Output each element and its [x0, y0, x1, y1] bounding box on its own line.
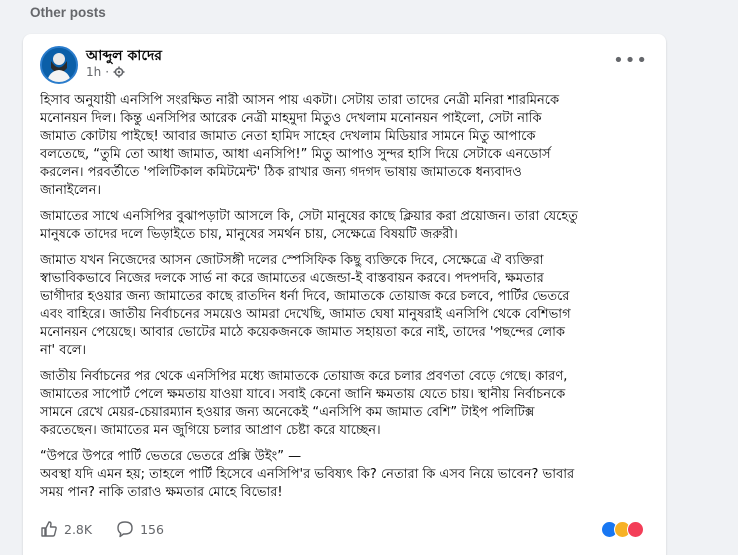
- post-line: জানাইলেন।: [40, 183, 102, 198]
- post-time[interactable]: 1h: [86, 65, 102, 79]
- like-count: 2.8K: [64, 521, 93, 537]
- post-paragraph: [40, 368, 654, 440]
- post-line: সামনে রেখে মেয়র-চেয়ারম্যান হওয়ার জন্য অনেকেই “এনসিপি কম জামাত বেশি” টাইপ পলিটিক্স: [40, 405, 535, 420]
- post-line: মনোনয়ন দিল। কিন্তু এনসিপির আরেক নেত্রী মাহমুদা মিতুও দেখলাম মনোনয়ন পাইলো, সেটা নাকি: [40, 111, 542, 126]
- post-body: [40, 92, 654, 502]
- more-options-icon[interactable]: •••: [613, 50, 648, 71]
- post-line: করতেছেন। জামাতের মন জুগিয়ে চলার আপ্রাণ চেষ্টা করে যাচ্ছেন।: [40, 423, 381, 438]
- comment-stat[interactable]: [116, 520, 164, 538]
- post-line: জামাতের সাপোর্ট পেলে ক্ষমতায় যাওয়া যাবে। সবাই কেনো জানি ক্ষমতায় যেতে চায়। স্থানীয় নির্বাচনকে: [40, 387, 566, 402]
- post-line: স্বাভাবিকভাবে নিজের দলকে সার্ভ না করে জামাতের এজেন্ডা-ই বাস্তবায়ন করবে। পদপদবি, ক্ষমতার: [40, 271, 544, 286]
- post-meta: 1h ·: [86, 65, 125, 79]
- post-line: “উপরে উপরে পার্টি ভেতরে ভেতরে প্রক্সি উইং” —: [40, 449, 302, 464]
- post-paragraph: [40, 252, 654, 360]
- gear-icon[interactable]: [113, 66, 125, 78]
- section-header: Other posts: [30, 5, 106, 20]
- post-paragraph: [40, 208, 654, 244]
- post-line: মানুষকে তাদের দলে ভিড়াইতে চায়, মানুষের সমর্থন চায়, সেক্ষেত্রে বিষয়টি জরুরী।: [40, 227, 458, 242]
- post-line: অবস্থা যদি এমন হয়; তাহলে পার্টি হিসেবে এনসিপি'র ভবিষ্যৎ কি? নেতারা কি এসব নিয়ে ভাবেন? ভাবার: [40, 467, 575, 482]
- post-line: জামাত কোটায় পাইছে! আবার জামাত নেতা হামিদ সাহেব দেখলাম মিডিয়ার সামনে মিতু আপাকে: [40, 129, 536, 144]
- like-stat[interactable]: [40, 520, 92, 538]
- comment-icon: [116, 520, 134, 538]
- like-icon: [40, 520, 58, 538]
- post-footer: [40, 514, 654, 544]
- post-line: এবং বাহিরে। জাতীয় নির্বাচনের সময়েও আমরা দেখেছি, জামাত ঘেষা মানুষরাই এনসিপি থেকে বেশিভাগ: [40, 307, 571, 322]
- post-paragraph: [40, 448, 654, 502]
- post-line: মনোনয়ন পেয়েছে। আবার ভোটের মাঠে কয়েকজনকে জামাত সহায়তা করে নাই, তাদের 'পছন্দের লোক: [40, 325, 565, 340]
- post-line: সময় পান? নাকি তারাও ক্ষমতার মোহে বিভোর!: [40, 485, 283, 500]
- post-line: জাতীয় নির্বাচনের পর থেকে এনসিপির মধ্যে জামাতকে তোয়াজ করে চলার প্রবণতা বেড়ে গেছে। কারণ,: [40, 369, 568, 384]
- comment-count: 156: [140, 521, 164, 537]
- post-line: হিসাব অনুযায়ী এনসিপি সংরক্ষিত নারী আসন পায় একটা। সেটায় তারা তাদের নেত্রী মনিরা শারমিনকে: [40, 93, 560, 108]
- post-line: করলেন। পরবর্তীতে 'পলিটিকাল কমিটমেন্ট' ঠিক রাখার জন্য গদগদ ভাষায় জামাতকে ধন্যবাদও: [40, 165, 522, 180]
- avatar-person-icon: [42, 48, 76, 82]
- post-line: জামাত যখন নিজেদের আসন জোটসঙ্গী দলের স্পেসিফিক কিছু ব্যক্তিকে দিবে, সেক্ষেত্রে ঐ ব্যক্তিরা: [40, 253, 544, 268]
- post-line: ভাগীদার হওয়ার জন্য জামাতের কাছে রাতদিন ধর্না দিবে, জামাতকে তোয়াজ করে চলবে, পার্টির ভেতরে: [40, 289, 570, 304]
- post-line: বলতেছে, “তুমি তো আধা জামাত, আধা এনসিপি!” মিতু আপাও সুন্দর হাসি দিয়ে সেটাকে এনডোর্স: [40, 147, 551, 162]
- post-line: না' বলে।: [40, 343, 87, 358]
- avatar[interactable]: [40, 46, 78, 84]
- post-card: [23, 34, 666, 555]
- post-line: জামাতের সাথে এনসিপির বুঝাপড়াটা আসলে কি, সেটা মানুষের কাছে ক্লিয়ার করা প্রয়োজন। তারা যেহেতু: [40, 209, 578, 224]
- reactions-summary[interactable]: [605, 521, 644, 538]
- love-reaction-icon: [627, 521, 644, 538]
- post-paragraph: [40, 92, 654, 200]
- author-name[interactable]: আব্দুল কাদের: [86, 48, 163, 64]
